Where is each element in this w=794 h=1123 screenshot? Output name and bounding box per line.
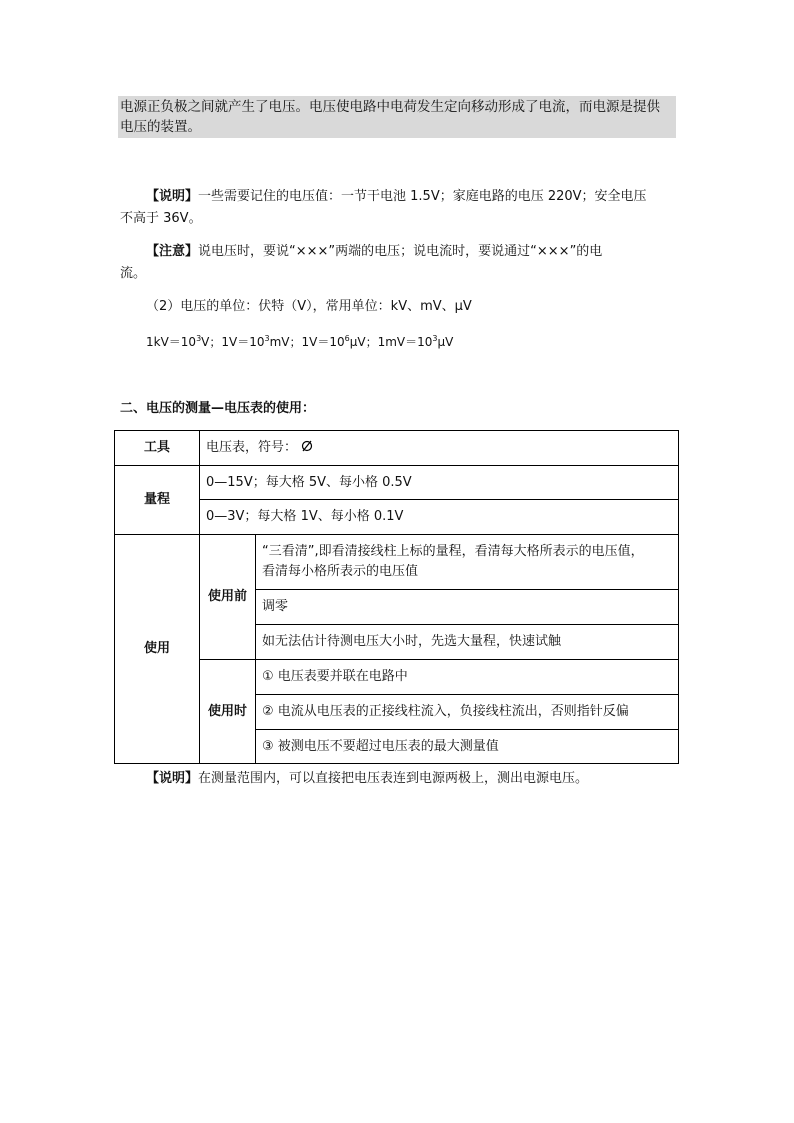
note-1-line-2: 不高于 36V。 [120,211,202,226]
table-row [115,660,679,695]
use-label: 使用 [115,535,200,764]
table-row [115,500,679,535]
before-use-cell-3: 如无法估计待测电压大小时，先选大量程，快速试触 [256,625,679,660]
note-3-tag: 【说明】 [146,771,199,786]
before-use-cell-2: 调零 [256,590,679,625]
conversion-line: $1kV=10^3V$；$1V=10^3mV$；$1V=10^6\mu V$；$1mV=10^3\mu V$ [146,334,454,349]
intro-line-2: 电压的装置。 [120,119,201,135]
table-row [115,535,679,590]
note-3 [146,768,588,790]
tool-label: 工具 [115,431,200,466]
range-row-2: 0—3V；每大格 1V、每小格 0.1V [200,500,679,535]
table-row [115,466,679,500]
voltmeter-table [114,430,679,764]
before-use-text-1a: “三看清”,即看清接线柱上标的量程，看清每大格所表示的电压值， [262,544,644,559]
section-heading: 二、电压的测量—电压表的使用： [120,401,316,416]
before-use-cell-1 [256,535,679,590]
caution-tag: 【注意】 [146,244,199,259]
note-tag: 【说明】 [146,189,199,204]
note-1-line-1 [146,186,647,208]
during-use-cell-3: ③ 被测电压不要超过电压表的最大测量值 [256,730,679,764]
voltmeter-symbol-icon [301,440,313,452]
during-use-label: 使用时 [200,660,256,764]
range-row-1: 0—15V；每大格 5V、每小格 0.5V [200,466,679,500]
unit-line: （2）电压的单位：伏特（V），常用单位：kV、mV、μV [146,299,472,314]
caution-text: 说电压时，要说“×××”两端的电压；说电流时，要说通过“×××”的电 [198,244,603,259]
during-use-cell-1: ① 电压表要并联在电路中 [256,660,679,695]
caution-line-1 [146,241,602,263]
during-use-cell-2: ② 电流从电压表的正接线柱流入，负接线柱流出，否则指针反偏 [256,695,679,730]
before-use-text-1b: 看清每小格所表示的电压值 [262,564,419,579]
note-text: 一些需要记住的电压值：一节干电池 1.5V；家庭电路的电压 220V；安全电压 [198,189,647,204]
caution-line-2: 流。 [120,266,147,281]
table-row [115,431,679,466]
tool-value-cell [200,431,679,466]
intro-line-1: 电源正负极之间就产生了电压。电压使电路中电荷发生定向移动形成了电流，而电源是提供 [120,99,660,115]
note-3-text: 在测量范围内，可以直接把电压表连到电源两极上，测出电源电压。 [198,771,589,786]
range-label: 量程 [115,466,200,535]
tool-value: 电压表，符号： [206,440,298,455]
before-use-label: 使用前 [200,535,256,660]
